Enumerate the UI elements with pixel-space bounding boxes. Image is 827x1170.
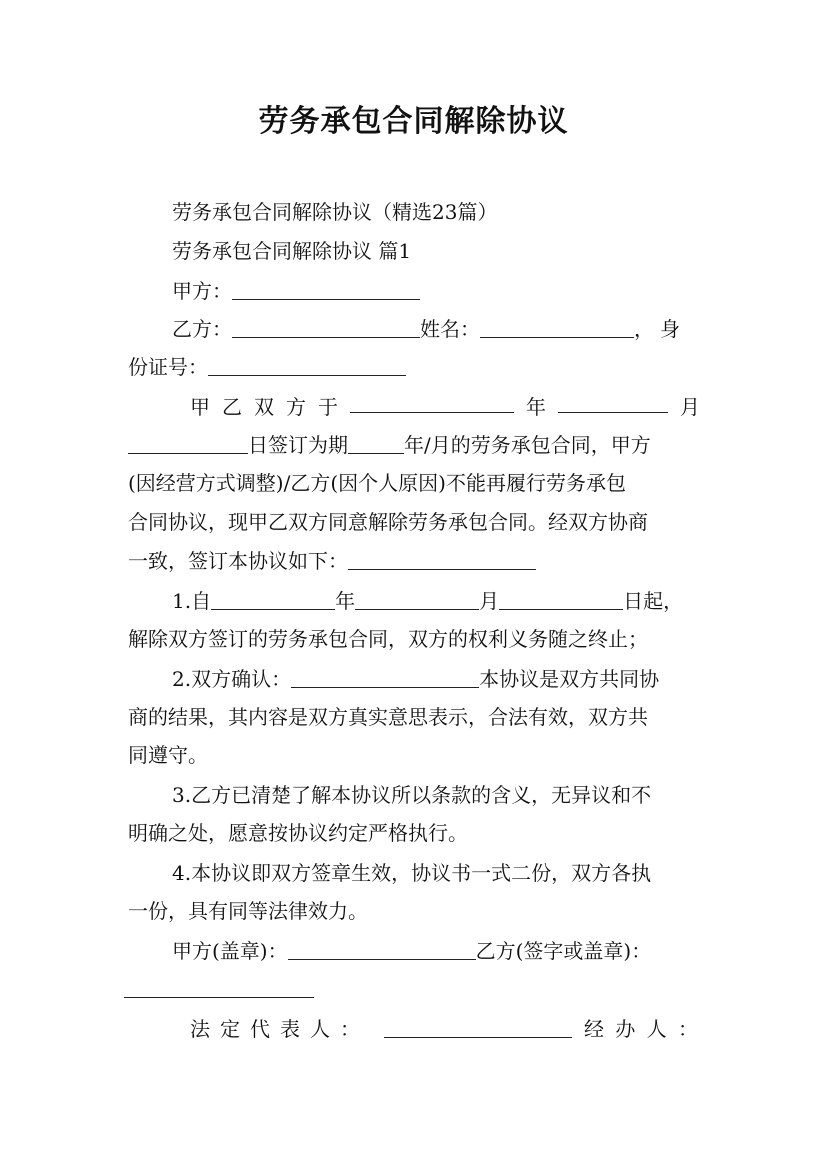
name-label: 姓名： xyxy=(420,317,480,341)
legal-char: 法 xyxy=(190,1017,210,1041)
party-a-line xyxy=(172,276,420,306)
p1-char: 甲 xyxy=(190,395,210,419)
item1-line1 xyxy=(172,586,683,616)
date-day-blank[interactable] xyxy=(128,433,248,454)
item2-prefix: 2.双方确认： xyxy=(172,667,292,691)
p1-char: 双 xyxy=(254,395,274,419)
intro-line: 劳务承包合同解除协议（精选23篇） xyxy=(172,200,498,224)
item3-line2: 明确之处，愿意按协议约定严格执行。 xyxy=(128,821,468,845)
p1-line3: (因经营方式调整)/乙方(因个人原因)不能再履行劳务承包 xyxy=(128,471,626,495)
agent-char: 经 xyxy=(584,1017,604,1041)
item2-text: 本协议是双方共同协 xyxy=(479,667,660,691)
p1-line1 xyxy=(190,392,700,422)
agent-char: 人 xyxy=(646,1017,667,1041)
legal-rep-blank[interactable] xyxy=(384,1017,572,1038)
party-a-label: 甲方： xyxy=(172,279,232,303)
p1-month: 月 xyxy=(680,395,700,419)
party-b-blank[interactable] xyxy=(232,317,420,338)
term-blank[interactable] xyxy=(348,433,404,454)
id-blank[interactable] xyxy=(208,355,406,376)
item2-line2: 商的结果，其内容是双方真实意思表示，合法有效，双方共 xyxy=(128,705,648,729)
item1-month-blank[interactable] xyxy=(355,589,479,610)
p1-char: 于 xyxy=(318,395,338,419)
agent-label xyxy=(584,1014,698,1044)
p1-char: 乙 xyxy=(222,395,242,419)
date-month-blank[interactable] xyxy=(558,392,668,413)
p1-char: 方 xyxy=(286,395,306,419)
legal-char: 人 xyxy=(310,1017,330,1041)
comma-shen: ，身 xyxy=(634,317,686,341)
name-blank[interactable] xyxy=(480,317,634,338)
item4-line2: 一份，具有同等法律效力。 xyxy=(128,899,368,923)
legal-rep-label xyxy=(190,1014,360,1044)
p1-year: 年 xyxy=(526,395,546,419)
id-label: 份证号： xyxy=(128,355,208,379)
p1-line5 xyxy=(128,546,536,576)
legal-char: 代 xyxy=(250,1017,270,1041)
p1-line2 xyxy=(128,430,651,460)
document-title: 劳务承包合同解除协议 xyxy=(258,104,569,139)
p1-line2-text: 日签订为期 xyxy=(248,433,348,457)
item1-year-blank[interactable] xyxy=(211,589,335,610)
party-b-line xyxy=(172,314,686,344)
item3-line1: 3.乙方已清楚了解本协议所以条款的含义，无异议和不 xyxy=(172,783,652,807)
party-b-label: 乙方： xyxy=(172,317,232,341)
agent-char: 办 xyxy=(615,1017,636,1041)
signature-line xyxy=(172,936,651,966)
item1-prefix: 1.自 xyxy=(172,589,212,613)
agreement-blank[interactable] xyxy=(348,549,536,570)
legal-char: 定 xyxy=(220,1017,240,1041)
item1-month: 月 xyxy=(479,589,500,613)
sign-b-label: 乙方(签字或盖章)： xyxy=(475,939,652,963)
item4-line1: 4.本协议即双方签章生效，协议书一式二份，双方各执 xyxy=(172,861,652,885)
item2-line1 xyxy=(172,664,659,694)
item1-year: 年 xyxy=(335,589,356,613)
id-line xyxy=(128,352,406,382)
legal-char: 表 xyxy=(280,1017,300,1041)
p1-line5-text: 一致，签订本协议如下： xyxy=(128,549,348,573)
sign-b-blank-line xyxy=(124,974,314,1004)
sign-a-blank[interactable] xyxy=(288,939,476,960)
agent-char: ： xyxy=(677,1017,698,1041)
p1-line4: 合同协议，现甲乙双方同意解除劳务承包合同。经双方协商 xyxy=(128,510,648,534)
part-heading: 劳务承包合同解除协议 篇1 xyxy=(172,239,412,263)
item1-day: 日起， xyxy=(623,589,684,613)
sign-a-label: 甲方(盖章)： xyxy=(172,939,288,963)
p1-line2-text-b: 年/月的劳务承包合同，甲方 xyxy=(404,433,651,457)
sign-b-blank[interactable] xyxy=(124,977,314,998)
legal-rep-blank-wrap xyxy=(384,1014,572,1044)
item1-line2: 解除双方签订的劳务承包合同，双方的权利义务随之终止； xyxy=(128,627,648,651)
item2-line3: 同遵守。 xyxy=(128,743,208,767)
item2-blank[interactable] xyxy=(291,667,479,688)
party-a-blank[interactable] xyxy=(232,279,420,300)
date-sign-blank[interactable] xyxy=(350,392,514,413)
item1-day-blank[interactable] xyxy=(499,589,623,610)
legal-char: ： xyxy=(340,1017,360,1041)
